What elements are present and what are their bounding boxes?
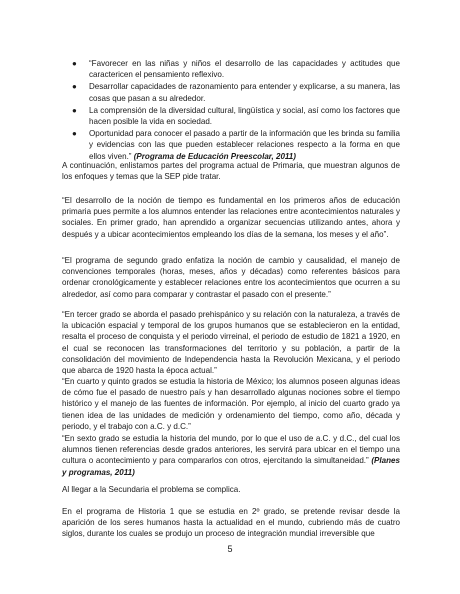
paragraph-intro xyxy=(62,160,400,182)
objectives-bullet-list xyxy=(70,58,400,163)
bullet-text: “Favorecer en las niñas y niños el desarrollo de las capacidades y actitudes que caractericen el pensamiento reflexivo. xyxy=(89,59,400,80)
citation: (Planes y programas, 2011) xyxy=(62,456,400,477)
paragraph-text: En el programa de Historia 1 que se estudia en 2º grado, se pretende revisar desde la aparición de los seres humanos hasta la actualidad en el mundo, cubriendo más de cuatro siglos, durante los cuales se produjo un proceso de integración mundial irreversible que xyxy=(62,507,400,539)
bullet-icon: ● xyxy=(72,129,77,139)
paragraph-text: A continuación, enlistamos partes del programa actual de Primaria, que muestran algunos de los enfoques y temas que la SEP pide tratar. xyxy=(62,161,400,182)
paragraph-quote-second-grade xyxy=(62,255,400,300)
page-number: 5 xyxy=(227,544,233,554)
paragraph-quote-sixth-grade xyxy=(62,433,400,478)
bullet-item xyxy=(70,81,400,103)
paragraph-history-program xyxy=(62,506,400,540)
bullet-text: Oportunidad para conocer el pasado a partir de la información que les brinda su familia y evidencias con las que pueden establecer relaciones respecto a la forma en que ellos viven.” xyxy=(89,129,400,161)
bullet-text: Desarrollar capacidades de razonamiento para entender y explicarse, a su manera, las cosas que pasan a su alrededor. xyxy=(89,82,400,103)
paragraph-text: “En tercer grado se aborda el pasado prehispánico y su relación con la naturaleza, a través de la ubicación espacial y temporal de los grupos humanos que se establecieron en la entidad, resalta el proceso de conquista y el periodo virreinal, el periodo de estudio de 1821 a 1920, en el cual se reconocen las transformaciones del territorio y su población, a partir de la consolidación del movimiento de Independencia hasta la Revolución Mexicana, y el periodo que abarca de 1920 hasta la época actual.” xyxy=(62,310,400,376)
bullet-item xyxy=(70,128,400,162)
paragraph-text: “El programa de segundo grado enfatiza la noción de cambio y causalidad, el manejo de convenciones temporales (horas, meses, años y décadas) como referentes básicos para ordenar cronológicamente y establecer relaciones entre los acontecimientos que ocurren a su alrededor, así como para comparar y contrastar el pasado con el presente.” xyxy=(62,256,400,299)
bullet-icon: ● xyxy=(72,59,77,68)
bullet-icon: ● xyxy=(72,105,77,115)
paragraph-quote-fourth-fifth-grade xyxy=(62,376,400,432)
paragraph-text: “En sexto grado se estudia la historia del mundo, por lo que el uso de a.C. y d.C., del cual los alumnos tienen referencias desde grados anteriores, les servirá para ubicar en el tiempo una cultura o acontecimiento y para compararlos con otros, ejercitando la simultaneidad.” xyxy=(62,434,400,466)
paragraph-secondary-intro xyxy=(62,484,400,495)
paragraph-quote-first-grade xyxy=(62,195,400,240)
paragraph-text: “En cuarto y quinto grados se estudia la historia de México; los alumnos poseen algunas ideas de cómo fue el pasado de nuestro país y han desarrollado algunas nociones sobre el tiempo histórico y el manejo de las fuentes de información. Por ejemplo, al inicio del cuarto grado ya tienen idea de las unidades de medición y ordenamiento del tiempo, como año, década y periodo, y el trabajo con a.C. y d.C.” xyxy=(62,377,400,431)
bullet-icon: ● xyxy=(72,82,77,92)
bullet-item xyxy=(70,105,400,127)
citation: (Programa de Educación Preescolar, 2011) xyxy=(133,151,296,161)
paragraph-text: Al llegar a la Secundaria el problema se complica. xyxy=(62,485,241,494)
paragraph-quote-third-grade xyxy=(62,309,400,376)
bullet-item xyxy=(70,58,400,80)
paragraph-text: “El desarrollo de la noción de tiempo es fundamental en los primeros años de educación primaria pues permite a los alumnos entender las relaciones entre acontecimientos naturales y sociales. En primer grado, han aprendido a organizar secuencias utilizando antes, ahora y después y a ubicar acontecimientos empleando los días de la semana, los meses y el año”. xyxy=(62,196,400,239)
bullet-text: La comprensión de la diversidad cultural, lingüística y social, así como los factores que hacen posible la vida en sociedad. xyxy=(89,105,400,127)
